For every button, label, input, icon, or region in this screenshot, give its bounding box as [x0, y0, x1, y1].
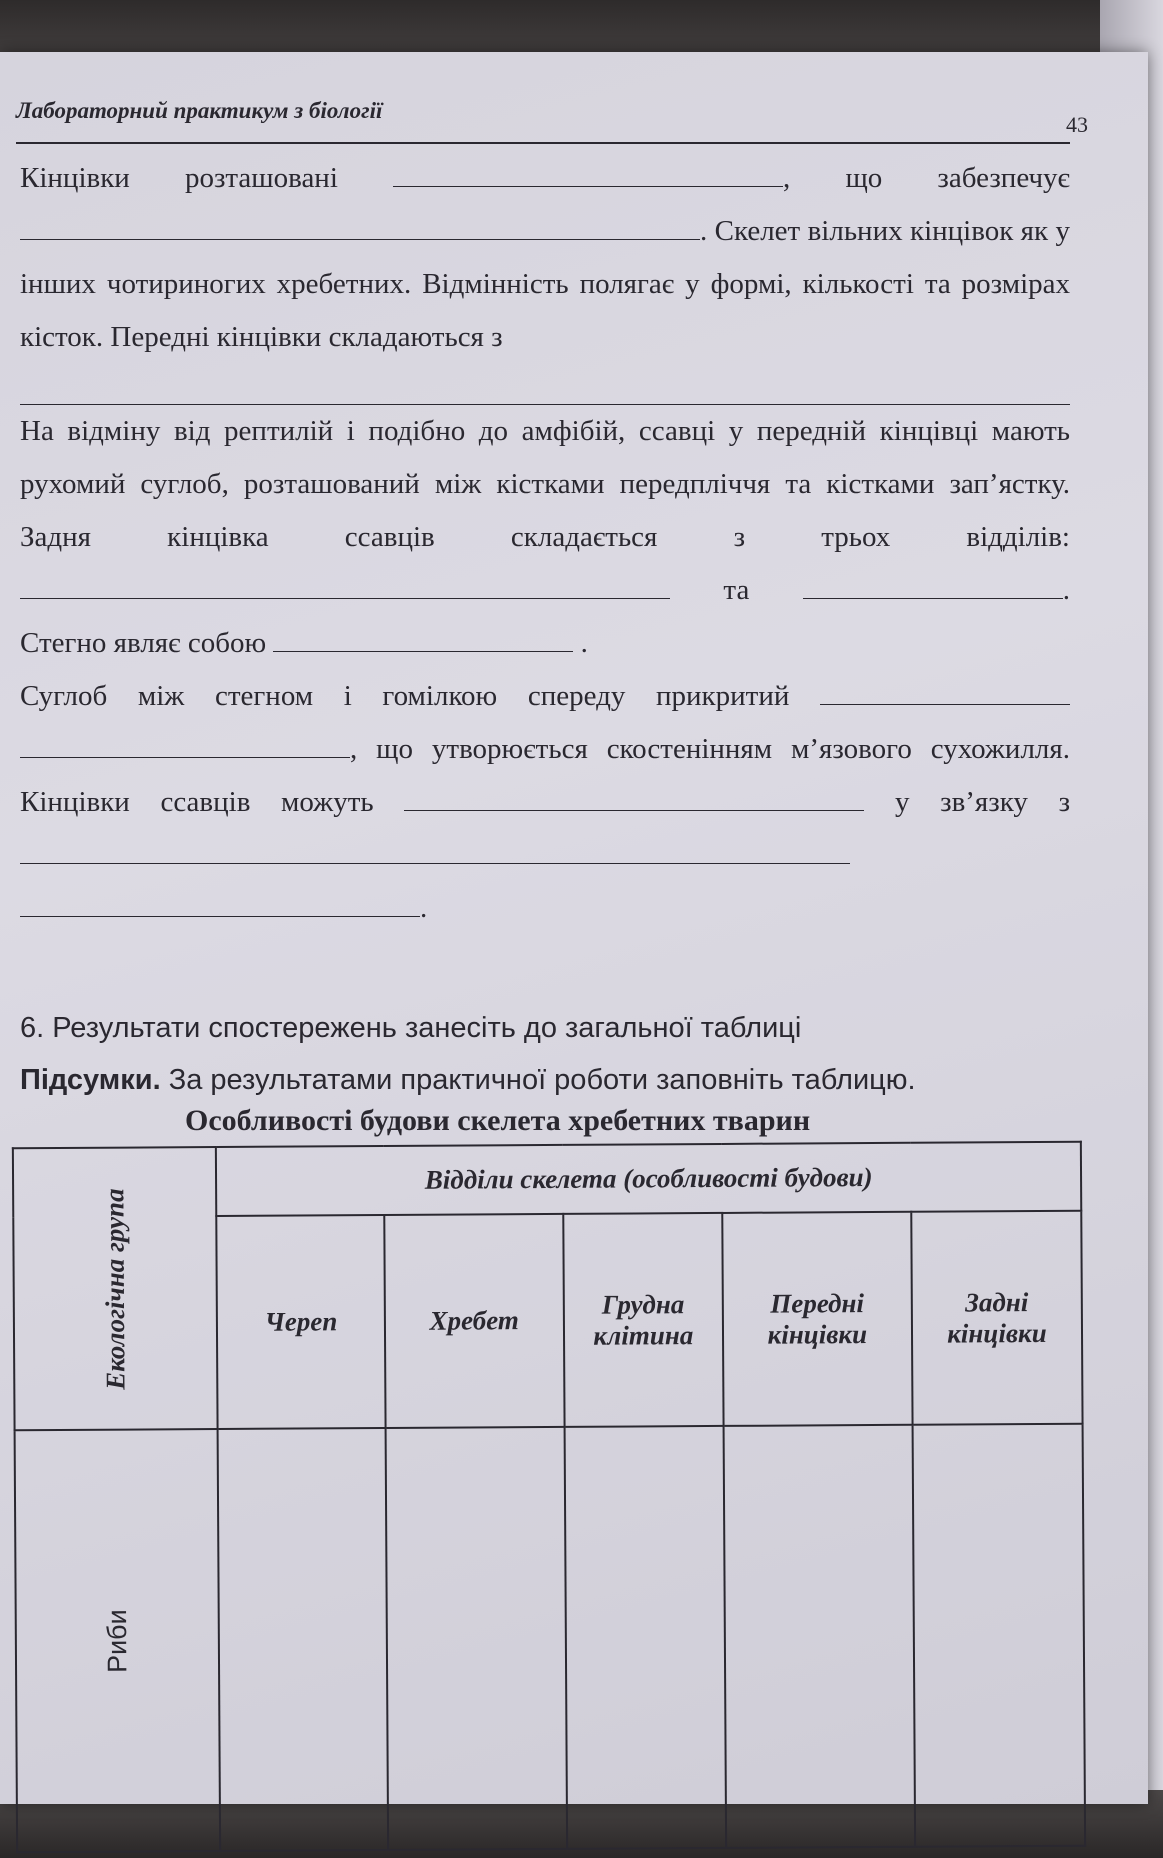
text-segment: . Стегно являє собою [20, 574, 1070, 659]
paragraph-knee: Суглоб між стегном і гомілкою спереду прикритий , що утворюється скостенінням м’язового сухожилля. Кінцівки ссавців можуть у зв’язку з . [20, 670, 1070, 935]
column-header-chest: Грудна клітина [563, 1213, 723, 1427]
text-segment: та [723, 574, 750, 606]
body-text [20, 152, 1070, 935]
paragraph-limbs [20, 152, 1070, 405]
fill-blank[interactable] [20, 570, 670, 599]
fill-blank[interactable] [273, 623, 573, 652]
row-label-text: Риби [101, 1608, 133, 1673]
fill-blank[interactable] [20, 729, 350, 758]
fill-blank[interactable] [820, 676, 1070, 705]
fill-blank[interactable] [404, 782, 864, 811]
table-cell-empty[interactable] [723, 1425, 915, 1848]
table-cell-empty[interactable] [912, 1424, 1085, 1847]
header-rule [16, 142, 1070, 144]
column-header-forelimbs: Передні кінцівки [722, 1212, 912, 1426]
table-cell-empty[interactable] [218, 1428, 388, 1851]
text-segment: , що забезпечує [783, 162, 1070, 194]
text-segment: у зв’язку з [894, 786, 1071, 818]
text-segment: Кінцівки розташовані [20, 162, 338, 194]
task-block [20, 1002, 1080, 1106]
fill-blank[interactable] [393, 158, 783, 187]
summary-text: За результатами практичної роботи заповніть таблицю. [160, 1064, 916, 1096]
skeleton-sections-header: Відділи скелета (особливості будови) [216, 1142, 1081, 1217]
table-title: Особливості будови скелета хребетних тварин [185, 1104, 811, 1137]
eco-group-header [13, 1147, 218, 1430]
column-header-spine: Хребет [384, 1214, 564, 1428]
summary-label: Підсумки. [20, 1064, 161, 1096]
summary-line [20, 1054, 1080, 1106]
table-cell-empty[interactable] [385, 1427, 567, 1850]
paragraph-mammal-limbs: На відміну від рептилій і подібно до амфібій, ссавці у передній кінцівці мають рухомий суглоб, розташований між кістками передпліччя та кістками зап’ястку. Задня кінцівка ссавців складається з трьох відділів: та . Стегно являє собою . [20, 415, 1070, 659]
row-label-fish [15, 1429, 221, 1852]
workbook-page [0, 52, 1148, 1804]
task-item-6: 6. Результати спостережень занесіть до загальної таблиці [20, 1012, 802, 1044]
page-number: 43 [1066, 112, 1088, 137]
column-header-skull: Череп [217, 1215, 386, 1429]
fill-blank[interactable] [20, 364, 1070, 405]
text-segment: . Скелет вільних кінцівок як у інших чотириногих хребетних. Відмінність полягає у формі, кількості та розмірах кісток. Передні кінцівки складаються з [20, 215, 1070, 353]
skeleton-table [12, 1141, 1086, 1854]
text-segment: Суглоб між стегном і гомілкою спереду прикритий [20, 680, 790, 712]
table-row [15, 1424, 1086, 1853]
eco-group-label: Екологічна група [99, 1187, 131, 1390]
running-head: Лабораторний практикум з біології [16, 98, 383, 123]
table-header-row [13, 1142, 1081, 1218]
fill-blank[interactable] [20, 835, 850, 864]
fill-blank[interactable] [20, 888, 420, 917]
fill-blank[interactable] [20, 211, 700, 240]
text-segment: На відміну від рептилій і подібно до амфібій, ссавці у передній кінцівці мають рухомий суглоб, розташований між кістками передпліччя та кістками зап’ястку. Задня кінцівка ссавців складається з трьох відділів: [20, 415, 1070, 553]
text-segment: , що утворюється скостенінням м’язового сухожилля. Кінцівки ссавців можуть [20, 733, 1070, 818]
column-header-hindlimbs: Задні кінцівки [911, 1211, 1082, 1425]
fill-blank[interactable] [803, 570, 1063, 599]
table-cell-empty[interactable] [564, 1426, 725, 1849]
